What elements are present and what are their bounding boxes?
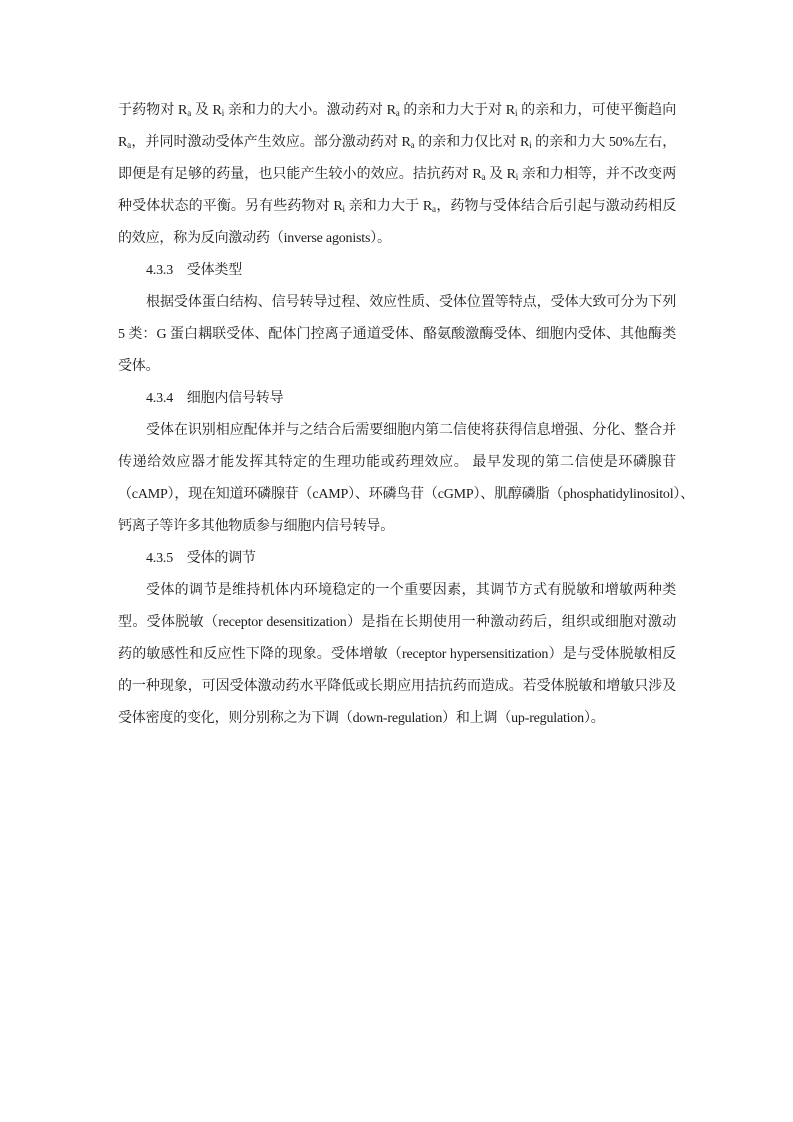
heading-text: 4.3.3 受体类型: [146, 263, 242, 278]
text-line: 受体。: [118, 359, 160, 374]
text-line: 种受体状态的平衡。另有些药物对 $R_i$ 亲和力大于 $R_a$，药物与受体结合后引起与激动药相反: [118, 199, 676, 214]
paragraph: [118, 95, 676, 255]
text-line: 根据受体蛋白结构、信号转导过程、效应性质、受体位置等特点，受体大致可分为下列: [146, 295, 676, 310]
text-line: 药的敏感性和反应性下降的现象。受体增敏（receptor hypersensitization）是与受体脱敏相反: [118, 647, 676, 662]
heading-text: 4.3.5 受体的调节: [146, 551, 256, 566]
heading-text: 4.3.4 细胞内信号转导: [146, 391, 284, 406]
text-line: （cAMP），现在知道环磷腺苷（cAMP）、环磷鸟苷（cGMP）、肌醇磷脂（phosphatidylinositol）、: [118, 487, 695, 502]
text-line: 型。受体脱敏（receptor desensitization）是指在长期使用一种激动药后，组织或细胞对激动: [118, 615, 676, 630]
text-line: 受体在识别相应配体并与之结合后需要细胞内第二信使将获得信息增强、分化、整合并: [146, 423, 676, 438]
text-line: 的效应，称为反向激动药（inverse agonists）。: [118, 231, 391, 246]
section-heading: [118, 543, 676, 575]
text-line: 传递给效应器才能发挥其特定的生理功能或药理效应。 最早发现的第二信使是环磷腺苷: [118, 455, 676, 470]
document-text: [118, 95, 695, 735]
section-heading: [118, 383, 676, 415]
text-line: $R_a$，并同时激动受体产生效应。部分激动药对 $R_a$ 的亲和力仅比对 $R_i$ 的亲和力大 50%左右，: [118, 135, 677, 150]
text-line: 5 类：G 蛋白耦联受体、配体门控离子通道受体、酪氨酸激酶受体、细胞内受体、其他酶类: [118, 327, 676, 342]
paragraph: [118, 415, 695, 543]
text-line: 受体密度的变化，则分别称之为下调（down-regulation）和上调（up-regulation）。: [118, 711, 605, 726]
paragraph: [118, 575, 676, 735]
text-line: 的一种现象，可因受体激动药水平降低或长期应用拮抗药而造成。若受体脱敏和增敏只涉及: [118, 679, 676, 694]
section-heading: [118, 255, 676, 287]
text-line: 钙离子等许多其他物质参与细胞内信号转导。: [118, 519, 394, 534]
text-line: 即便是有足够的药量，也只能产生较小的效应。拮抗药对 $R_a$ 及 $R_i$ 亲和力相等，并不改变两: [118, 167, 676, 182]
paragraph: [118, 287, 676, 383]
text-line: 于药物对 $R_a$ 及 $R_i$ 亲和力的大小。激动药对 $R_a$ 的亲和力大于对 $R_i$ 的亲和力，可使平衡趋向: [118, 103, 676, 118]
text-line: 受体的调节是维持机体内环境稳定的一个重要因素，其调节方式有脱敏和增敏两种类: [146, 583, 676, 598]
